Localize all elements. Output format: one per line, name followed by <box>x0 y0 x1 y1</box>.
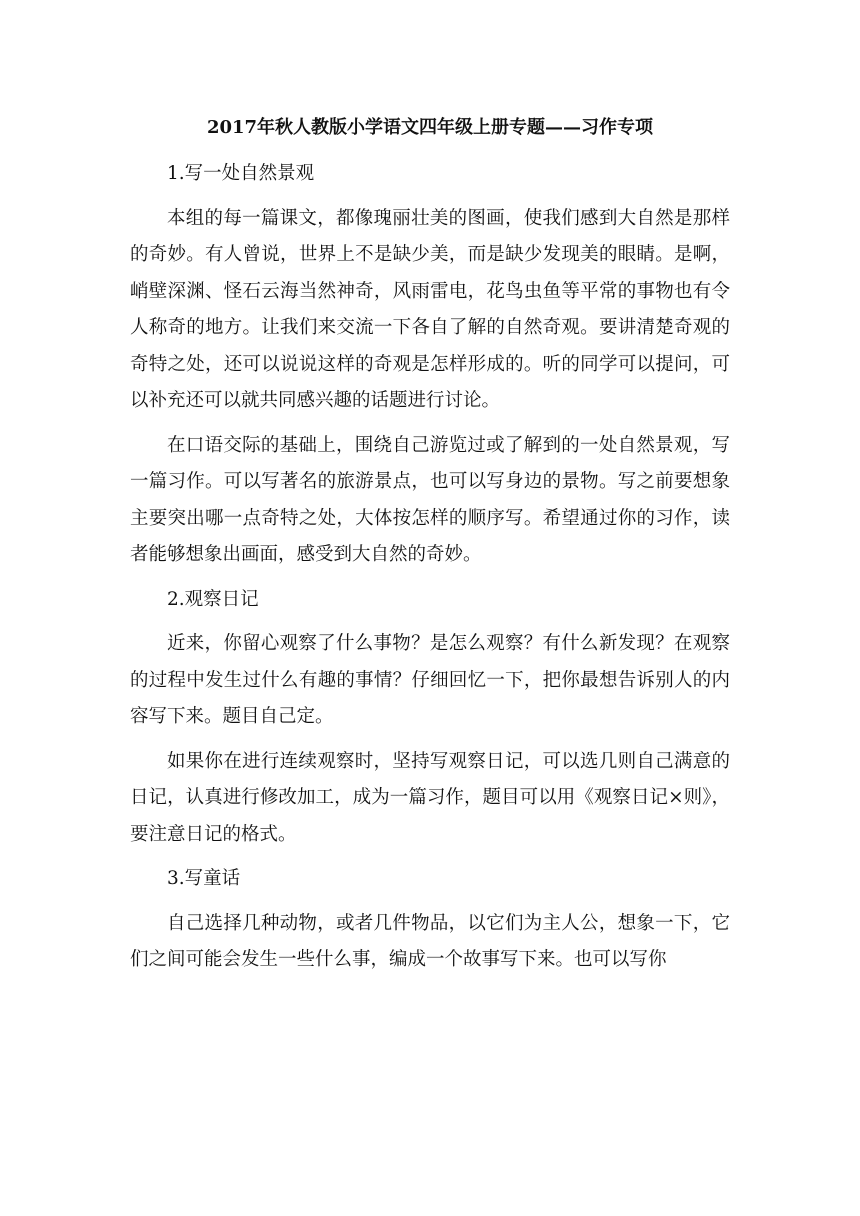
section-1-paragraph-2: 在口语交际的基础上，围绕自己游览过或了解到的一处自然景观，写一篇习作。可以写著名的旅游景点，也可以写身边的景物。写之前要想象主要突出哪一点奇特之处，大体按怎样的顺序写。希望通过你的习作，读者能够想象出画面，感受到大自然的奇妙。 <box>130 434 730 565</box>
section-3-paragraph-1: 自己选择几种动物，或者几件物品，以它们为主人公，想象一下，它们之间可能会发生一些什么事，编成一个故事写下来。也可以写你 <box>130 912 730 970</box>
section-2-paragraph-1: 近来，你留心观察了什么事物？是怎么观察？有什么新发现？在观察的过程中发生过什么有趣的事情？仔细回忆一下，把你最想告诉别人的内容写下来。题目自己定。 <box>130 633 730 727</box>
section-heading-1: 1.写一处自然景观 <box>167 163 315 184</box>
section-2-paragraph-2: 如果你在进行连续观察时，坚持写观察日记，可以选几则自己满意的日记，认真进行修改加工，成为一篇习作，题目可以用《观察日记×则》，要注意日记的格式。 <box>130 750 730 845</box>
document-body <box>130 112 730 987</box>
section-heading-3: 3.写童话 <box>167 868 241 889</box>
document-title: 2017年秋人教版小学语文四年级上册专题——习作专项 <box>206 117 654 138</box>
section-heading-2: 2.观察日记 <box>167 588 259 610</box>
section-1-paragraph-1: 本组的每一篇课文，都像瑰丽壮美的图画，使我们感到大自然是那样的奇妙。有人曾说，世界上不是缺少美，而是缺少发现美的眼睛。是啊，峭壁深渊、怪石云海当然神奇，风雨雷电，花鸟虫鱼等平常的事物也有令人称奇的地方。让我们来交流一下各自了解的自然奇观。要讲清楚奇观的奇特之处，还可以说说这样的奇观是怎样形成的。听的同学可以提问，可以补充还可以就共同感兴趣的话题进行讨论。 <box>130 207 730 411</box>
